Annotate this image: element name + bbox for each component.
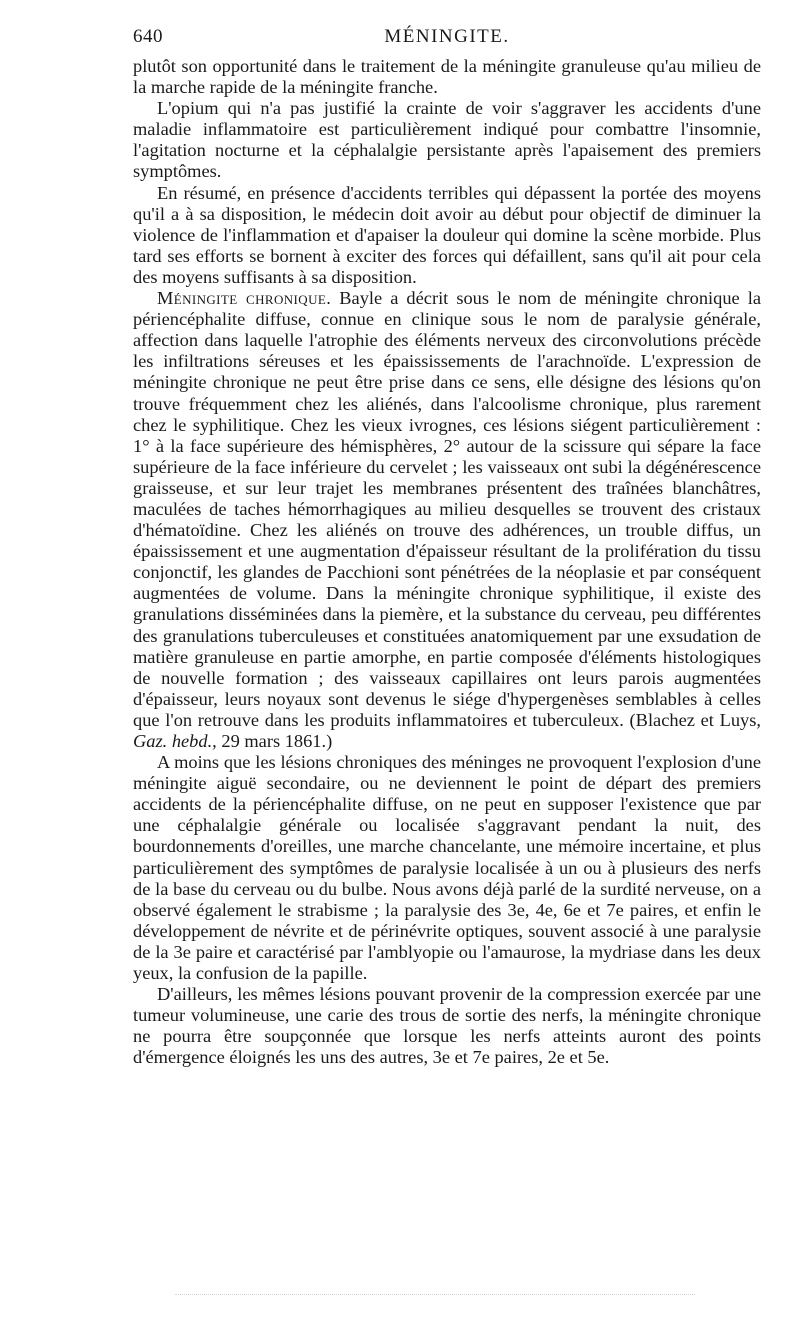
- paragraph-continued: plutôt son opportunité dans le traitement de la méningite granuleuse qu'au milieu de la marche rapide de la méningite franche.: [133, 56, 761, 98]
- paragraph-meningite-chronique: [133, 288, 761, 752]
- paragraph-dailleurs: D'ailleurs, les mêmes lésions pouvant provenir de la compression exercée par une tumeur volumineuse, une carie des trous de sortie des nerfs, la méningite chronique ne pourra être soupçonnée que lorsque les nerfs atteints auront des points d'émergence éloignés les uns des autres, 3e et 7e paires, 2e et 5e.: [133, 984, 761, 1068]
- book-page: [133, 26, 761, 1069]
- journal-citation: Gaz. hebd.,: [133, 731, 217, 751]
- footer-dotted-rule: [175, 1294, 695, 1295]
- body-text: [133, 56, 761, 1069]
- section-heading: Méningite chronique.: [157, 288, 332, 309]
- paragraph-opium: L'opium qui n'a pas justifié la crainte de voir s'aggraver les accidents d'une maladie inflammatoire est particulièrement indiqué pour combattre l'insomnie, l'agitation nocturne et la céphalalgie persistante après l'apaisement des premiers symptômes.: [133, 98, 761, 182]
- paragraph-text: Bayle a décrit sous le nom de méningite chronique la périencéphalite diffuse, connue en clinique sous le nom de paralysie générale, affection dans laquelle l'atrophie des éléments nerveux des circonvolutions précède les infiltrations séreuses et les épaississements de l'arachnoïde. L'expression de méningite chronique ne peut être prise dans ce sens, elle désigne des lésions qu'on trouve fréquemment chez les aliénés, dans l'alcoolisme chronique, plus rarement chez le syphilitique. Chez les vieux ivrognes, ces lésions siégent particulièrement : 1° à la face supérieure des hémisphères, 2° autour de la scissure qui sépare la face supérieure de la face inférieure du cervelet ; les vaisseaux ont subi la dégénérescence graisseuse, et sur leur trajet les membranes présentent des traînées blanchâtres, maculées de taches hémorrhagiques au milieu desquelles se trouvent des cristaux d'hématoïdine. Chez les aliénés on trouve des adhérences, un trouble diffus, un épaississement et une augmentation d'épaisseur résultant de la prolifération du tissu conjonctif, les glandes de Pacchioni sont pénétrées de la néoplasie et par conséquent augmentées de volume. Dans la méningite chronique syphilitique, il existe des granulations disséminées dans la piemère, et la substance du cerveau, peu différentes des granulations tuberculeuses et constituées anatomiquement par une exsudation de matière granuleuse en partie amorphe, en partie composée d'éléments histologiques de nouvelle formation ; des vaisseaux capillaires ont leurs parois augmentées d'épaisseur, leurs noyaux sont devenus le siége d'hypergenèses semblables à celles que l'on retrouve dans les produits inflammatoires et tuberculeux. (Blachez et Luys,: [133, 288, 762, 730]
- paragraph-resume: En résumé, en présence d'accidents terribles qui dépassent la portée des moyens qu'il a à sa disposition, le médecin doit avoir au début pour objectif de diminuer la violence de l'inflammation et d'apaiser la douleur qui domine la scène morbide. Plus tard ses efforts se bornent à exciter des forces qui défaillent, sans qu'il ait pour cela des moyens suffisants à sa disposition.: [133, 182, 761, 287]
- running-head: [133, 26, 761, 56]
- paragraph-lesions-chroniques: A moins que les lésions chroniques des méninges ne provoquent l'explosion d'une méningite aiguë secondaire, ou ne deviennent le point de départ des premiers accidents de la périencéphalite diffuse, on ne peut en supposer l'existence que par une céphalalgie générale ou localisée s'aggravant pendant la nuit, des bourdonnements d'oreilles, une marche chancelante, une mémoire incertaine, et plus particulièrement des symptômes de paralysie localisée à un ou à plusieurs des nerfs de la base du cerveau ou du bulbe. Nous avons déjà parlé de la surdité nerveuse, on a observé également le strabisme ; la paralysie des 3e, 4e, 6e et 7e paires, et enfin le développement de névrite et de périnévrite optiques, souvent associé à une paralysie de la 3e paire et caractérisé par l'amblyopie ou l'amaurose, la mydriase dans les deux yeux, la confusion de la papille.: [133, 752, 761, 984]
- page-number: 640: [133, 26, 163, 47]
- running-title: MÉNINGITE.: [384, 26, 510, 47]
- citation-date: 29 mars 1861.): [221, 731, 333, 751]
